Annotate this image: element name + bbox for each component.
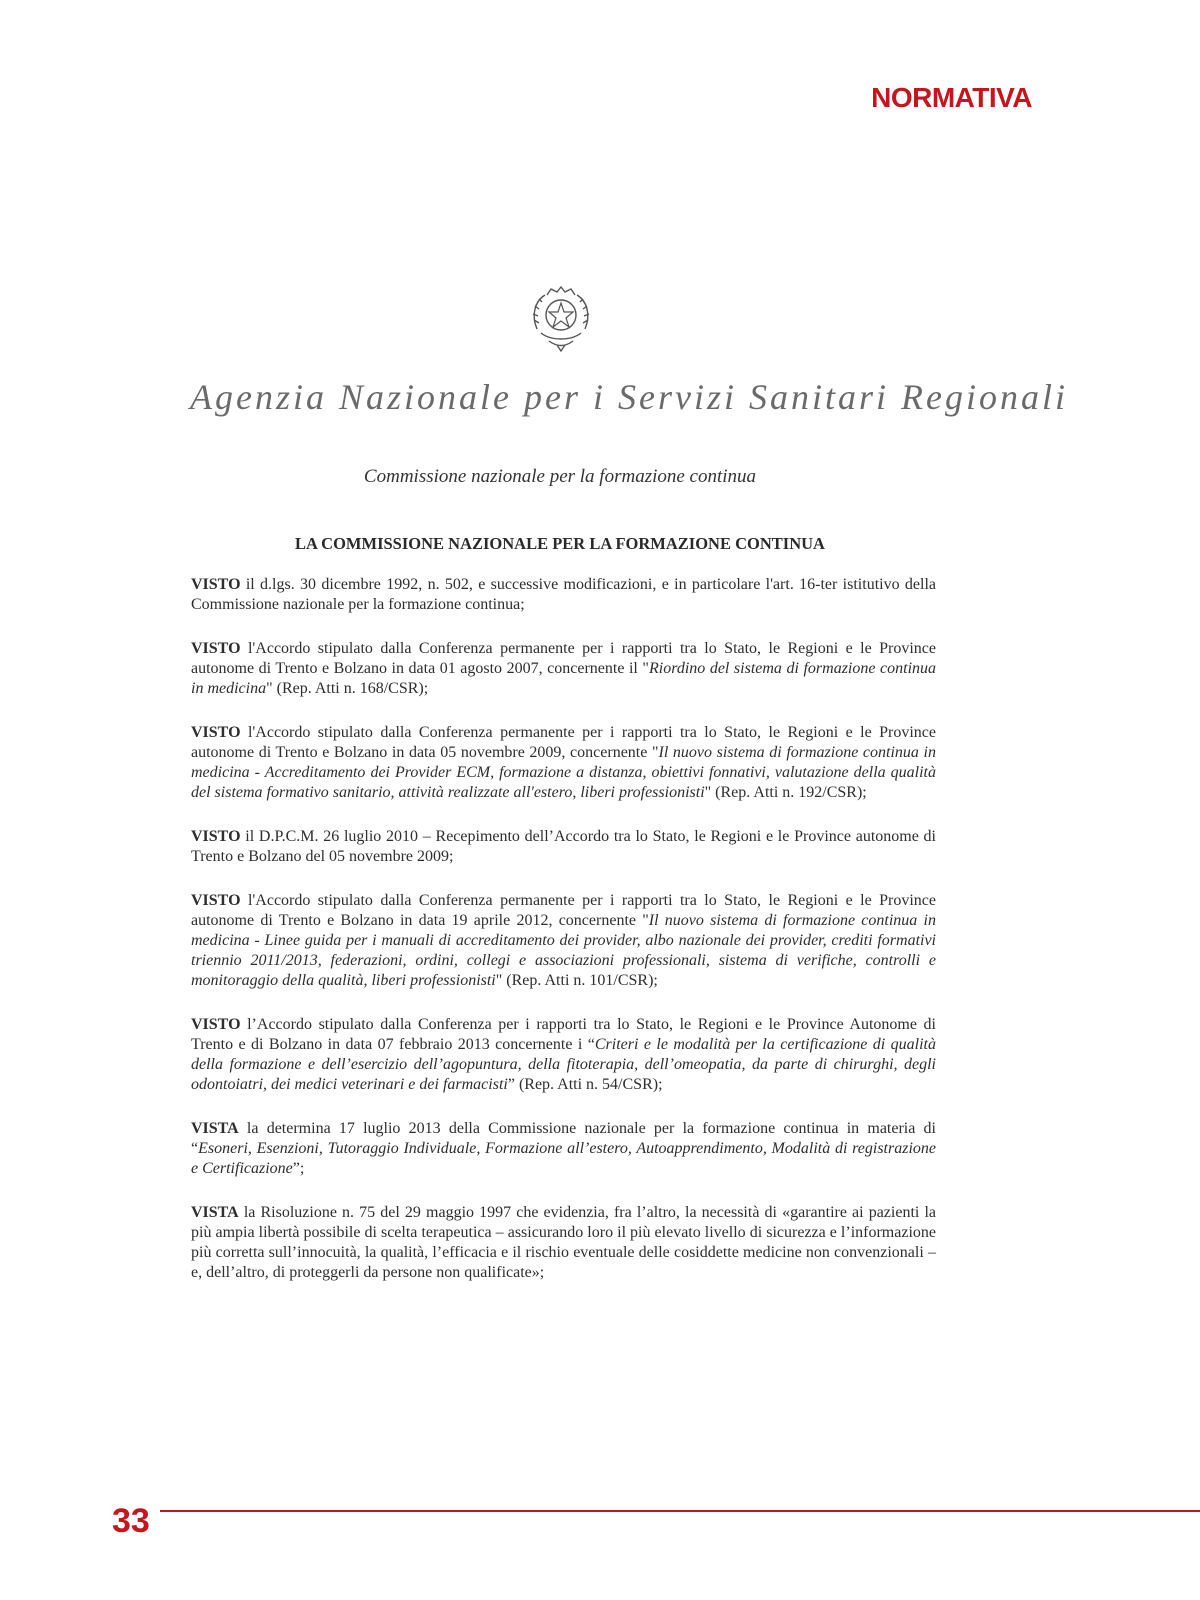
paragraph-text: il d.lgs. 30 dicembre 1992, n. 502, e successive modificazioni, e in particolare l'art. 16-ter istitutivo della Commissione nazionale per la formazione continua; <box>191 576 936 613</box>
paragraph-text: la Risoluzione n. 75 del 29 maggio 1997 che evidenzia, fra l’altro, la necessità di «garantire ai pazienti la più ampia libertà possibile di scelta terapeutica – assicurando loro il più elevato livello di sicurezza e l’informazione più corretta sull’innocuità, la qualità, l’efficacia e il rischio eventuale delle cosiddette medicine non convenzionali – e, dell’altro, di proteggerli da persone non qualificate»; <box>191 1204 936 1281</box>
section-label: NORMATIVA <box>871 82 1032 113</box>
paragraph-text-end: " (Rep. Atti n. 192/CSR); <box>704 784 867 801</box>
paragraph <box>191 575 936 615</box>
paragraph <box>191 723 936 803</box>
paragraph-lead: VISTO <box>191 892 241 909</box>
paragraph-lead: VISTO <box>191 828 241 845</box>
paragraph-italic: Esoneri, Esenzioni, Tutoraggio Individuale, Formazione all’estero, Autoapprendimento, Modalità di registrazione e Certificazione <box>191 1140 936 1177</box>
paragraph-text-end: ” (Rep. Atti n. 54/CSR); <box>507 1076 663 1093</box>
paragraph-lead: VISTA <box>191 1204 239 1221</box>
paragraph-italic: Criteri e le modalità per la certificazione di qualità della formazione e dell’esercizio dell’agopuntura, della fitoterapia, dell’omeopatia, da parte di chirurghi, degli odontoiatri, dei medici veterinari e dei farmacisti <box>191 1036 936 1093</box>
document-body <box>191 575 936 1307</box>
paragraph-lead: VISTO <box>191 1016 241 1033</box>
paragraph-lead: VISTO <box>191 640 241 657</box>
paragraph-text-end: " (Rep. Atti n. 168/CSR); <box>266 680 429 697</box>
paragraph-lead: VISTA <box>191 1120 239 1137</box>
document-heading: LA COMMISSIONE NAZIONALE PER LA FORMAZIONE CONTINUA <box>295 534 825 553</box>
paragraph-italic: Il nuovo sistema di formazione continua in medicina - Linee guida per i manuali di accreditamento dei provider, albo nazionale dei provider, crediti formativi triennio 2011/2013, federazioni, ordini, collegi e associazioni professionali, sistema di verifiche, controlli e monitoraggio della qualità, liberi professionisti <box>191 912 936 989</box>
italian-republic-emblem-icon <box>527 285 595 355</box>
paragraph-italic: Riordino del sistema di formazione continua in medicina <box>191 660 937 697</box>
paragraph-text: il D.P.C.M. 26 luglio 2010 – Recepimento dell’Accordo tra lo Stato, le Regioni e le Province autonome di Trento e Bolzano del 05 novembre 2009; <box>191 828 936 865</box>
paragraph <box>191 1119 936 1179</box>
paragraph-text: l'Accordo stipulato dalla Conferenza permanente per i rapporti tra lo Stato, le Regioni e le Province autonome di Trento e Bolzano in data 19 aprile 2012, concernente " <box>191 892 936 929</box>
commission-subtitle: Commissione nazionale per la formazione continua <box>363 466 757 487</box>
agency-name: Agenzia Nazionale per i Servizi Sanitari Regionali <box>190 377 1068 417</box>
footer-rule <box>160 1510 1200 1512</box>
paragraph-italic: Il nuovo sistema di formazione continua in medicina - Accreditamento dei Provider ECM, formazione a distanza, obiettivi fonnativi, valutazione della qualità del sistema formativo sanitario, attività realizzate all'estero, liberi professionisti <box>191 744 936 801</box>
paragraph <box>191 827 936 867</box>
paragraph-text: l'Accordo stipulato dalla Conferenza permanente per i rapporti tra lo Stato, le Regioni e le Province autonome di Trento e Bolzano in data 05 novembre 2009, concernente " <box>191 724 936 761</box>
paragraph-text: la determina 17 luglio 2013 della Commissione nazionale per la formazione continua in materia di “ <box>191 1120 936 1157</box>
paragraph-text: l’Accordo stipulato dalla Conferenza per i rapporti tra lo Stato, le Regioni e le Province Autonome di Trento e di Bolzano in data 07 febbraio 2013 concernente i “ <box>191 1016 936 1053</box>
paragraph-text-end: " (Rep. Atti n. 101/CSR); <box>495 972 658 989</box>
paragraph-text: l'Accordo stipulato dalla Conferenza permanente per i rapporti tra lo Stato, le Regioni e le Province autonome di Trento e Bolzano in data 01 agosto 2007, concernente il " <box>191 640 936 677</box>
paragraph <box>191 891 936 991</box>
page-number: 33 <box>112 1502 150 1540</box>
paragraph <box>191 639 936 699</box>
paragraph <box>191 1203 936 1283</box>
paragraph-lead: VISTO <box>191 724 241 741</box>
paragraph-lead: VISTO <box>191 576 241 593</box>
paragraph <box>191 1015 936 1095</box>
paragraph-text-end: ”; <box>292 1160 305 1177</box>
